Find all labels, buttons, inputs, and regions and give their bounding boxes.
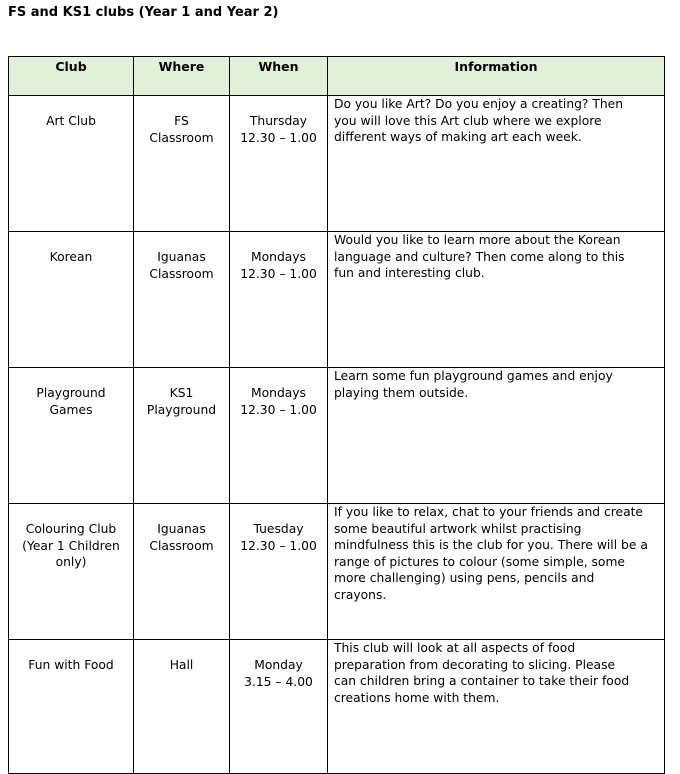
info-line: preparation from decorating to slicing. Please <box>334 657 616 672</box>
where-line: Classroom <box>149 130 214 145</box>
when-cell <box>230 504 328 640</box>
info-line: range of pictures to colour (some simple, some <box>334 554 625 569</box>
when-day: Mondays <box>251 250 306 264</box>
club-cell <box>9 368 134 504</box>
info-line: If you like to relax, chat to your friends and create <box>334 505 644 519</box>
table-row <box>9 96 665 232</box>
table-header-row <box>9 57 665 96</box>
info-line: language and culture? Then come along to this <box>334 249 625 264</box>
header-when: When <box>230 57 328 96</box>
club-name: Fun with Food <box>28 658 114 672</box>
when-day: Thursday <box>249 114 308 128</box>
where-line: KS1 <box>169 386 194 400</box>
where-cell <box>134 232 230 368</box>
where-line: Classroom <box>149 266 214 281</box>
info-line: Learn some fun playground games and enjoy <box>334 369 613 383</box>
table-row <box>9 640 665 774</box>
information-cell <box>328 368 665 504</box>
where-cell <box>134 96 230 232</box>
where-cell <box>134 640 230 774</box>
info-line: This club will look at all aspects of food <box>334 641 576 655</box>
information-cell <box>328 640 665 774</box>
info-line: creations home with them. <box>334 690 500 705</box>
table-row <box>9 368 665 504</box>
info-line: fun and interesting club. <box>334 266 485 280</box>
where-line: Playground <box>146 402 217 417</box>
info-line: more challenging) using pens, pencils and <box>334 571 595 585</box>
when-day: Mondays <box>251 386 306 400</box>
when-time: 12.30 – 1.00 <box>240 266 317 281</box>
table-row <box>9 504 665 640</box>
when-cell <box>230 368 328 504</box>
info-line: different ways of making art each week. <box>334 130 582 144</box>
club-cell <box>9 232 134 368</box>
information-cell <box>328 232 665 368</box>
club-name: Playground <box>36 386 106 400</box>
where-line: Classroom <box>149 538 214 553</box>
header-information: Information <box>328 57 665 96</box>
when-day: Tuesday <box>253 522 304 536</box>
where-line: Hall <box>169 658 194 672</box>
info-line: you will love this Art club where we explore <box>334 113 602 128</box>
info-line: playing them outside. <box>334 385 469 400</box>
info-line: mindfulness this is the club for you. There will be a <box>334 538 648 552</box>
header-club: Club <box>9 57 134 96</box>
where-cell <box>134 368 230 504</box>
info-line: Do you like Art? Do you enjoy a creating? Then <box>334 97 624 111</box>
info-line: crayons. <box>334 587 387 602</box>
where-cell <box>134 504 230 640</box>
when-cell <box>230 232 328 368</box>
where-line: Iguanas <box>157 522 206 536</box>
when-time: 12.30 – 1.00 <box>240 538 317 553</box>
club-name: Art Club <box>46 114 96 128</box>
information-cell <box>328 504 665 640</box>
where-line: Iguanas <box>157 250 206 264</box>
information-cell <box>328 96 665 232</box>
club-name: Korean <box>49 250 93 264</box>
table-row <box>9 232 665 368</box>
info-line: some beautiful artwork whilst practising <box>334 521 582 536</box>
document-title: FS and KS1 clubs (Year 1 and Year 2) <box>8 5 279 20</box>
when-cell <box>230 640 328 774</box>
when-cell <box>230 96 328 232</box>
club-cell <box>9 504 134 640</box>
club-name: only) <box>55 555 87 569</box>
when-time: 12.30 – 1.00 <box>240 130 317 145</box>
club-name: Games <box>49 402 93 417</box>
clubs-table <box>8 56 665 774</box>
when-day: Monday <box>254 658 303 672</box>
where-line: FS <box>174 114 189 128</box>
club-cell <box>9 96 134 232</box>
club-name: Colouring Club <box>25 522 117 536</box>
when-time: 3.15 – 4.00 <box>244 674 313 689</box>
club-name: (Year 1 Children <box>22 538 120 553</box>
info-line: Would you like to learn more about the Korean <box>334 233 621 247</box>
club-cell <box>9 640 134 774</box>
when-time: 12.30 – 1.00 <box>240 402 317 417</box>
info-line: can children bring a container to take their food <box>334 674 630 688</box>
header-where: Where <box>134 57 230 96</box>
